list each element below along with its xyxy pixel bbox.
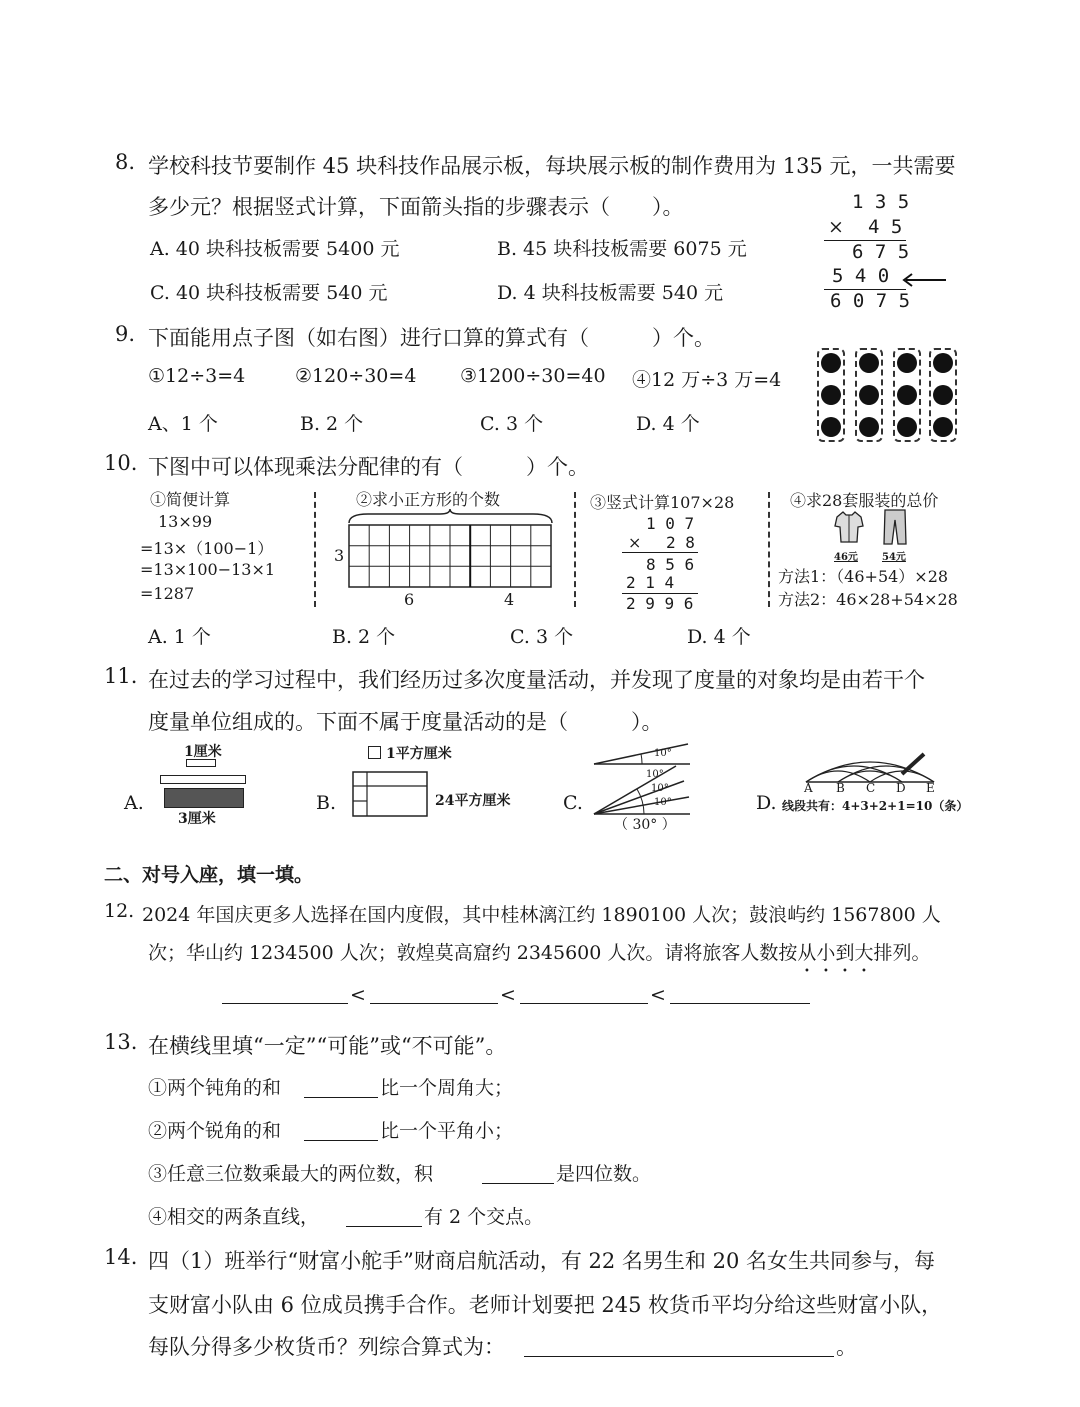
total-label: 3厘米	[178, 811, 216, 827]
question-text: 多少元？根据竖式计算，下面箭头指的步骤表示（ ）。	[148, 195, 684, 219]
less-than: <	[500, 984, 516, 1006]
formula-item: ③1200÷30=40	[460, 365, 606, 387]
unit-label: 1平方厘米	[386, 746, 452, 762]
answer-blank[interactable]	[524, 1356, 834, 1357]
answer-blank[interactable]	[304, 1097, 378, 1098]
question-text: 在过去的学习过程中，我们经历过多次度量活动，并发现了度量的对象均是由若干个	[148, 668, 925, 692]
question-number: 9.	[115, 322, 136, 346]
item-text: ②两个锐角的和	[148, 1120, 282, 1142]
answer-blank[interactable]	[482, 1183, 554, 1184]
question-number: 12.	[104, 900, 135, 922]
answer-blank[interactable]	[520, 1003, 648, 1004]
answer-blank[interactable]	[304, 1140, 378, 1141]
panel-title: ④求28套服装的总价	[790, 491, 939, 510]
arrow-icon	[900, 272, 946, 286]
partial-product: 6 7 5	[852, 241, 910, 263]
panel-title: ①简便计算	[150, 490, 231, 509]
measured-object	[164, 788, 244, 808]
angle-label: 10°	[646, 769, 664, 780]
option-label: A.	[124, 792, 144, 814]
shirt-icon	[834, 510, 864, 544]
question-text: 每队分得多少枚货币？列综合算式为：	[148, 1335, 505, 1359]
option-a[interactable]: A. 40 块科技板需要 5400 元	[150, 238, 400, 260]
question-number: 11.	[104, 664, 138, 688]
answer-blank[interactable]	[346, 1226, 422, 1227]
product: 2 9 9 6	[626, 594, 694, 613]
question-text: 学校科技节要制作 45 块科技作品展示板，每块展示板的制作费用为 135 元，一共需要	[148, 154, 956, 178]
unit-angle	[592, 742, 692, 766]
calc-line: 13×99	[158, 512, 213, 531]
pants-icon	[882, 508, 908, 546]
ruler-bar	[160, 775, 246, 784]
width-right-label: 4	[504, 590, 515, 609]
pants-price: 54元	[882, 552, 906, 563]
area-grid	[352, 771, 428, 817]
square-grid	[348, 524, 553, 588]
unit-label: 1厘米	[184, 744, 222, 760]
panel-title: ②求小正方形的个数	[356, 490, 501, 509]
times-sign: ×	[828, 216, 844, 238]
point-label: B	[836, 781, 845, 795]
angle-label: 10°	[651, 783, 669, 794]
unit-bar	[186, 759, 216, 767]
multiplier: 4 5	[868, 216, 903, 238]
option-b[interactable]: B. 2 个	[300, 413, 364, 435]
partial-product: 8 5 6	[646, 555, 695, 574]
question-number: 13.	[104, 1030, 138, 1054]
section-title: 二、对号入座，填一填。	[104, 864, 314, 886]
divider	[314, 492, 316, 607]
formula-item: ④12 万÷3 万=4	[632, 369, 782, 391]
total-label: （ 30° ）	[614, 817, 676, 833]
panel-title: ③竖式计算107×28	[590, 493, 735, 512]
emphasized-char: 到	[835, 942, 855, 964]
emphasized-char: 小	[816, 942, 836, 964]
question-text: 在横线里填“一定”“可能”或“不可能”。	[148, 1034, 507, 1058]
brace-icon	[348, 508, 553, 524]
item-text: 是四位数。	[556, 1163, 652, 1185]
option-b[interactable]: B. 2 个	[332, 626, 396, 648]
point-label: A	[804, 781, 813, 795]
item-text: ④相交的两条直线，	[148, 1206, 320, 1228]
unit-square	[368, 746, 381, 759]
grid-rows-label: 3	[334, 546, 345, 565]
partial-product: 5 4 0	[832, 265, 890, 287]
question-text: 四（1）班举行“财富小舵手”财商启航活动，有 22 名男生和 20 名女生共同参与，每	[148, 1249, 935, 1273]
point-label: E	[926, 781, 935, 795]
calc-line: =13×100−13×1	[140, 560, 276, 579]
question-text: 下面能用点子图（如右图）进行口算的算式有（ ）个。	[148, 326, 715, 350]
option-c[interactable]: C. 40 块科技板需要 540 元	[150, 282, 388, 304]
product: 6 0 7 5	[830, 290, 911, 312]
point-label: C	[866, 781, 876, 795]
angle-label: 10°	[654, 748, 672, 759]
question-number: 8.	[115, 150, 136, 174]
answer-blank[interactable]	[670, 1003, 810, 1004]
option-label: B.	[316, 792, 337, 814]
option-a[interactable]: A. 1 个	[148, 626, 211, 648]
method-2: 方法2：46×28+54×28	[778, 590, 958, 609]
question-text: 次；华山约 1234500 人次；敦煌莫高窟约 2345600 人次。请将旅客人数按从小到大排列。	[148, 938, 930, 965]
item-text: ③任意三位数乘最大的两位数，积	[148, 1163, 434, 1185]
option-label: C.	[563, 792, 583, 814]
option-a[interactable]: A、1 个	[148, 413, 218, 435]
emphasized-char: 大	[854, 942, 874, 964]
formula-item: ①12÷3=4	[148, 365, 246, 387]
divider	[574, 492, 576, 607]
total-label: 24平方厘米	[435, 793, 511, 809]
answer-blank[interactable]	[222, 1003, 348, 1004]
method-1: 方法1：（46+54）×28	[778, 567, 949, 586]
question-text: 2024 年国庆更多人选择在国内度假，其中桂林漓江约 1890100 人次；鼓浪屿约 1567800 人	[142, 904, 941, 926]
divider	[768, 492, 770, 607]
multiplier: 2 8	[666, 533, 695, 552]
option-c[interactable]: C. 3 个	[510, 626, 574, 648]
item-text: 比一个平角小；	[380, 1120, 514, 1142]
shirt-price: 46元	[834, 552, 858, 563]
rule-line	[622, 552, 698, 553]
option-c[interactable]: C. 3 个	[480, 413, 544, 435]
partial-product: 2 1 4	[626, 573, 675, 592]
item-text: 比一个周角大；	[380, 1077, 514, 1099]
calc-line: =13×（100−1）	[140, 539, 274, 558]
option-d[interactable]: D. 4 块科技板需要 540 元	[497, 282, 724, 304]
times-sign: ×	[628, 533, 642, 552]
option-b[interactable]: B. 45 块科技板需要 6075 元	[497, 238, 747, 260]
point-label: D	[896, 781, 906, 795]
multiplicand: 1 0 7	[646, 514, 695, 533]
option-d[interactable]: D. 4 个	[687, 626, 751, 648]
question-number: 14.	[104, 1245, 138, 1269]
question-text: 度量单位组成的。下面不属于度量活动的是（ ）。	[148, 710, 663, 734]
emphasized-char: 从	[797, 942, 817, 964]
segment-count: 线段共有：4+3+2+1=10（条）	[782, 799, 969, 813]
question-text: 下图中可以体现乘法分配律的有（ ）个。	[148, 455, 589, 479]
option-d[interactable]: D. 4 个	[636, 413, 700, 435]
question-text: 支财富小队由 6 位成员携手合作。老师计划要把 245 枚货币平均分给这些财富小队，	[148, 1293, 943, 1317]
item-text: ①两个钝角的和	[148, 1077, 282, 1099]
angle-label: 10°	[654, 797, 672, 808]
less-than: <	[350, 984, 366, 1006]
period: 。	[836, 1335, 857, 1359]
width-left-label: 6	[404, 590, 415, 609]
item-text: 有 2 个交点。	[424, 1206, 544, 1228]
formula-item: ②120÷30=4	[295, 365, 417, 387]
measured-angle	[592, 764, 692, 816]
multiplicand: 1 3 5	[852, 191, 910, 213]
option-label: D.	[756, 792, 777, 814]
calc-line: =1287	[140, 584, 195, 603]
answer-blank[interactable]	[370, 1003, 498, 1004]
question-number: 10.	[104, 451, 138, 475]
less-than: <	[650, 984, 666, 1006]
